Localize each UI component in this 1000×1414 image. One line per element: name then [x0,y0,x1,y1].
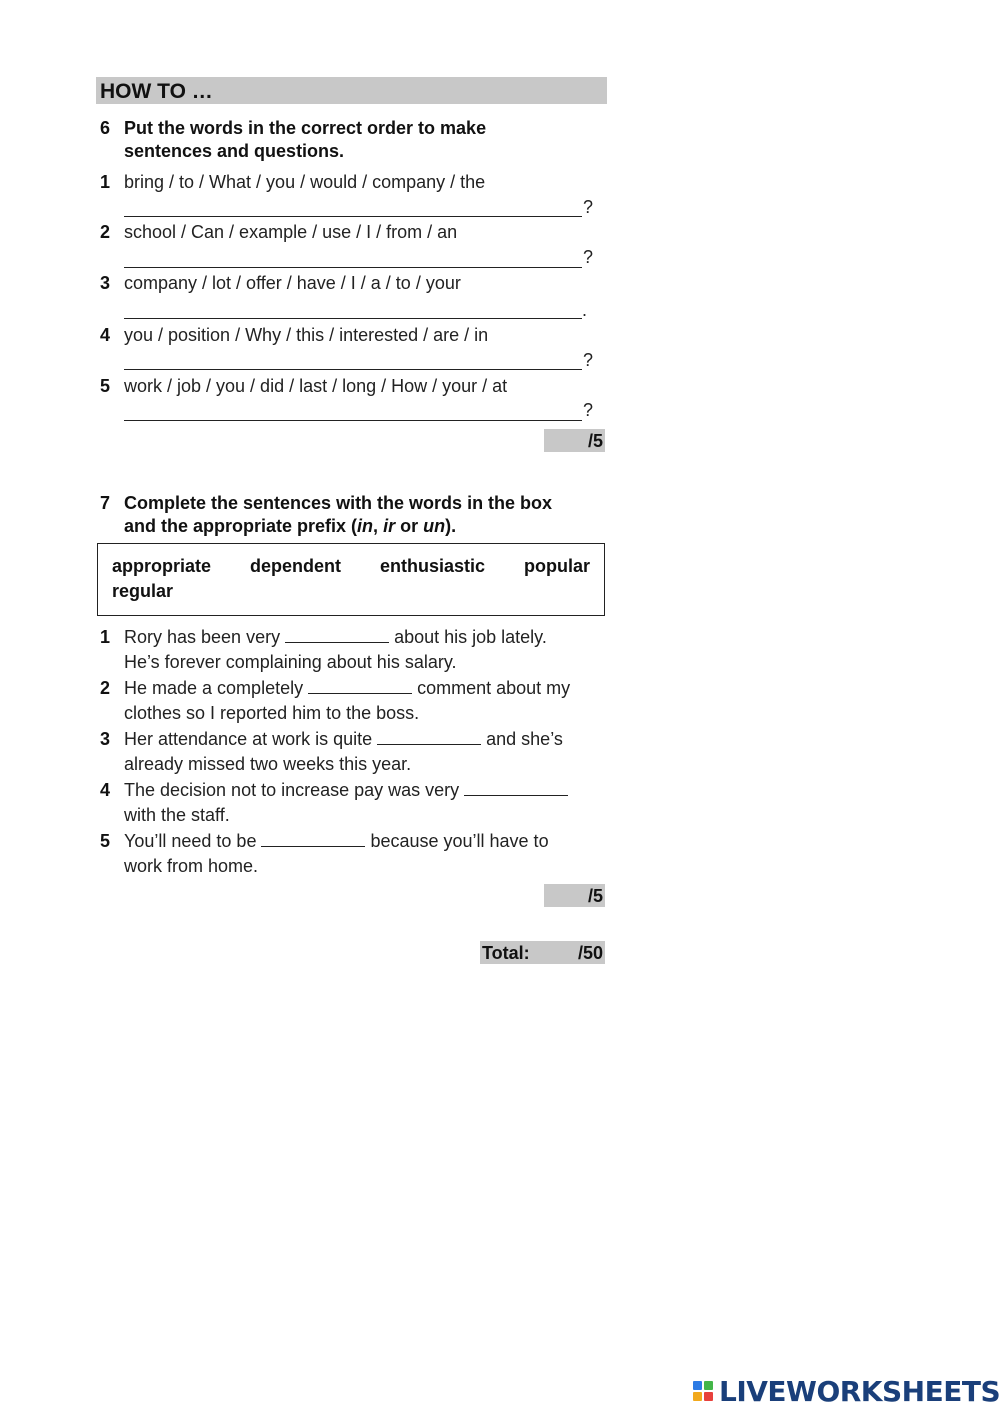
ex7-item-line2: clothes so I reported him to the boss. [124,703,420,723]
exercise-7-score: /5 [544,884,605,907]
ex7-item-number: 4 [100,780,111,800]
ex7-item-number: 3 [100,729,111,749]
exercise-7-instruction-line1: Complete the sentences with the words in the box [124,493,553,513]
box-word: dependent [250,556,342,576]
ex6-item-number: 2 [100,222,111,242]
ex6-item-number: 5 [100,376,111,396]
ex7-item-line2: already missed two weeks this year. [124,754,412,774]
prefix-un: un [423,516,446,536]
ex6-item-number: 1 [100,172,111,192]
brand-name: LIVEWORKSHEETS [719,1374,1000,1408]
ex6-item-words: work / job / you / did / last / long / How / your / at [124,376,508,396]
ex7-text: He made a completely [124,678,309,698]
ex6-end-punctuation: . [582,300,588,320]
ex7-text: about his job lately. [389,627,547,647]
exercise-6-instruction-line1: Put the words in the correct order to make [124,118,487,138]
ex7-item-line1 [124,625,547,650]
ex7-text: The decision not to increase pay was very [124,780,465,800]
ex7-text: and she’s [481,729,563,749]
ex7-gap[interactable] [308,677,412,694]
ex7-item-number: 5 [100,831,111,851]
section-title: HOW TO … [96,77,607,104]
exercise-7-instruction-line2 [124,514,456,539]
total-value: /50 [577,943,603,963]
ex7-item-number: 1 [100,627,111,647]
ex7-item-line1 [124,778,568,803]
box-word: popular [523,556,590,576]
exercise-6-number: 6 [100,118,111,138]
ex7-item-line2: with the staff. [124,805,230,825]
prefix-in: in [357,516,374,536]
ex7-item-line1 [124,676,570,701]
ex6-end-punctuation: ? [583,400,594,420]
word-box-row [112,579,590,604]
ex6-end-punctuation: ? [583,247,594,267]
logo-square [693,1392,702,1401]
word-box-row [112,554,590,579]
logo-square [704,1381,713,1390]
ex6-answer-line[interactable] [124,318,582,319]
instruction-text: and the appropriate prefix ( [124,516,358,536]
ex7-text: comment about my [412,678,571,698]
total-score-box [480,941,605,964]
ex6-item-words: company / lot / offer / have / I / a / to / your [124,273,461,293]
box-word: regular [112,581,174,601]
ex7-gap[interactable] [464,779,568,796]
liveworksheets-logo-icon [693,1381,713,1401]
ex7-text: Rory has been very [124,627,286,647]
ex6-answer-line[interactable] [124,369,582,370]
exercise-7-number: 7 [100,493,111,513]
ex6-item-words: bring / to / What / you / would / company / the [124,172,486,192]
ex6-item-number: 3 [100,273,111,293]
instruction-separator: or [395,516,424,536]
word-box [97,543,605,616]
logo-square [704,1392,713,1401]
liveworksheets-brand[interactable] [693,1376,1000,1406]
box-word: enthusiastic [379,556,486,576]
ex7-item-number: 2 [100,678,111,698]
ex7-gap[interactable] [261,830,365,847]
ex7-text: Her attendance at work is quite [124,729,378,749]
ex6-item-words: you / position / Why / this / interested / are / in [124,325,489,345]
instruction-text: ). [445,516,457,536]
ex6-answer-line[interactable] [124,216,582,217]
ex7-item-line2: He’s forever complaining about his salary. [124,652,457,672]
ex7-item-line1 [124,829,549,854]
exercise-6-score: /5 [544,429,605,452]
ex7-item-line2: work from home. [124,856,259,876]
ex6-item-number: 4 [100,325,111,345]
ex7-text: You’ll need to be [124,831,262,851]
ex7-item-line1 [124,727,563,752]
ex7-text: because you’ll have to [365,831,549,851]
total-label: Total: [482,943,530,963]
prefix-ir: ir [383,516,396,536]
box-word: appropriate [112,556,212,576]
ex6-end-punctuation: ? [583,350,594,370]
ex6-item-words: school / Can / example / use / I / from / an [124,222,458,242]
ex6-end-punctuation: ? [583,197,594,217]
exercise-6-instruction-line2: sentences and questions. [124,141,345,161]
ex7-gap[interactable] [285,626,389,643]
logo-square [693,1381,702,1390]
ex6-answer-line[interactable] [124,420,582,421]
instruction-separator: , [373,516,384,536]
ex7-gap[interactable] [377,728,481,745]
ex6-answer-line[interactable] [124,267,582,268]
